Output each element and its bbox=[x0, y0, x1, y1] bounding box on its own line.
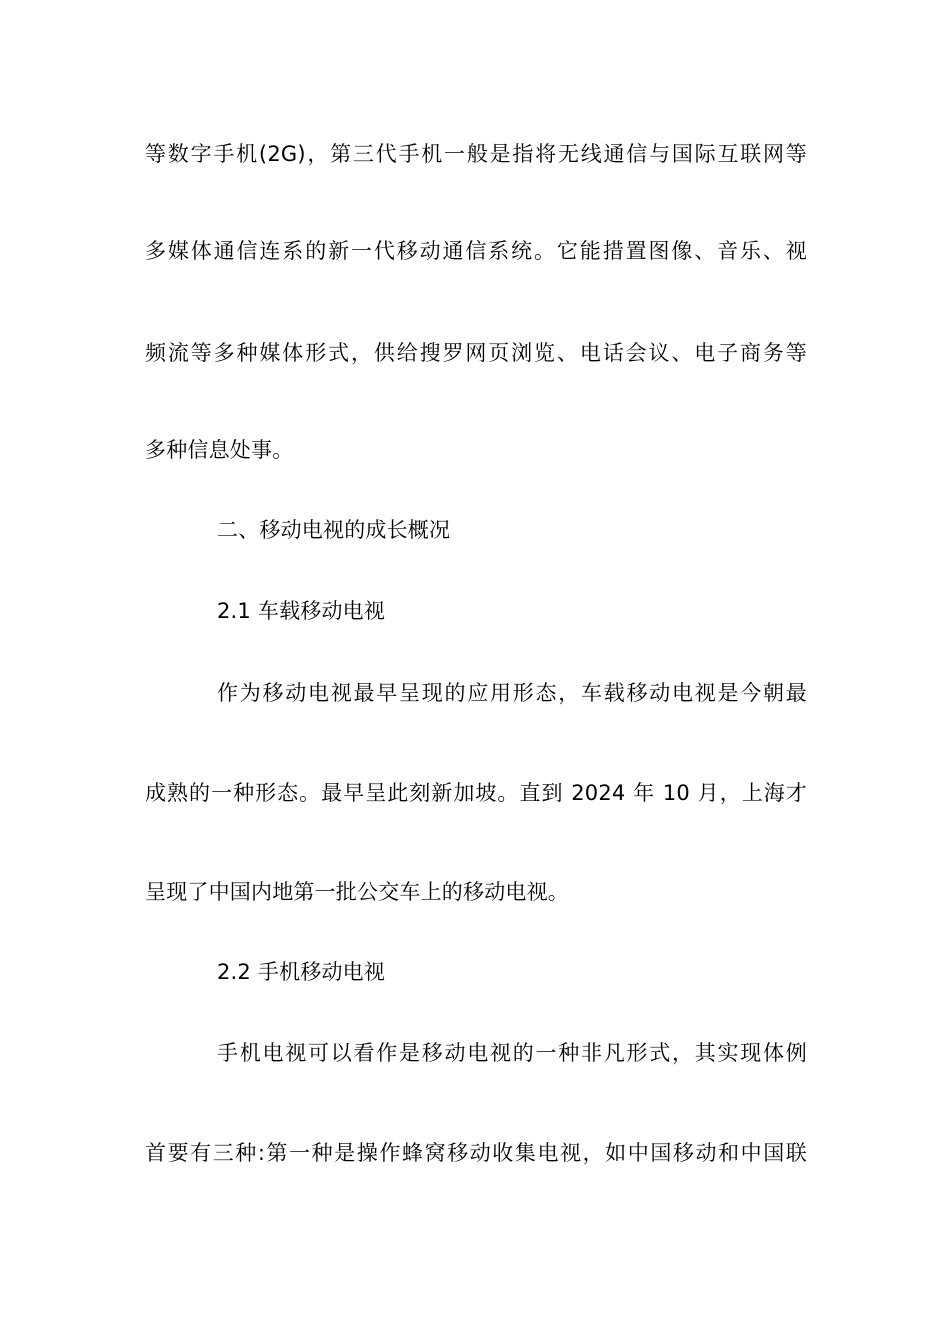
subsection-heading: 2.2 手机移动电视 bbox=[217, 960, 386, 984]
subsection-heading: 2.1 车载移动电视 bbox=[217, 599, 386, 623]
paragraph-line: 等数字手机(2G)，第三代手机一般是指将无线通信与国际互联网等 bbox=[145, 142, 807, 166]
paragraph-line: 呈现了中国内地第一批公交车上的移动电视。 bbox=[145, 880, 569, 904]
paragraph-line: 频流等多种媒体形式，供给搜罗网页浏览、电话会议、电子商务等 bbox=[145, 341, 807, 365]
section-heading: 二、移动电视的成长概况 bbox=[217, 518, 451, 542]
paragraph-line: 作为移动电视最早呈现的应用形态，车载移动电视是今朝最 bbox=[217, 681, 807, 705]
paragraph-line: 首要有三种:第一种是操作蜂窝移动收集电视，如中国移动和中国联 bbox=[145, 1141, 807, 1165]
paragraph-line: 手机电视可以看作是移动电视的一种非凡形式，其实现体例 bbox=[217, 1041, 807, 1065]
paragraph-line: 多种信息处事。 bbox=[145, 438, 294, 462]
paragraph-line: 多媒体通信连系的新一代移动通信系统。它能措置图像、音乐、视 bbox=[145, 239, 807, 263]
paragraph-line: 成熟的一种形态。最早呈此刻新加坡。直到 2024 年 10 月，上海才 bbox=[145, 781, 807, 805]
